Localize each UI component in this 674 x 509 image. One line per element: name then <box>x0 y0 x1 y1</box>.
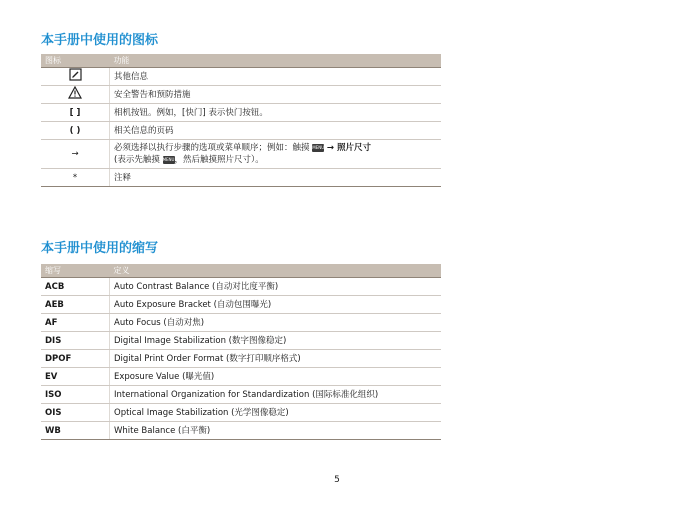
table-row <box>41 122 441 140</box>
abbr-cell: ISO <box>41 386 110 404</box>
table-row <box>41 350 441 368</box>
def-cell: Auto Exposure Bracket (自动包围曝光) <box>110 296 442 314</box>
abbr-table <box>41 264 441 440</box>
warning-icon <box>68 86 82 103</box>
def-cell: Auto Focus (自动对焦) <box>110 314 442 332</box>
abbr-cell: AF <box>41 314 110 332</box>
table-row <box>41 332 441 350</box>
row-desc: 其他信息 <box>110 68 442 86</box>
header-function: 功能 <box>110 54 442 68</box>
table-row <box>41 278 441 296</box>
table-row <box>41 68 441 86</box>
table-row <box>41 86 441 104</box>
abbr-cell: EV <box>41 368 110 386</box>
row-desc-line1: 必须选择以执行步骤的选项或菜单顺序；例如：触摸 MENU → 照片尺寸 <box>114 143 372 153</box>
abbr-cell: WB <box>41 422 110 440</box>
table-row <box>41 169 441 187</box>
menu-button-icon: MENU <box>162 156 175 162</box>
abbr-cell: OIS <box>41 404 110 422</box>
header-icon: 图标 <box>41 54 110 68</box>
def-cell: White Balance (白平衡) <box>110 422 442 440</box>
row-desc-line2: (表示先触摸 MENU，然后触摸照片尺寸）。 <box>114 155 264 165</box>
header-definition: 定义 <box>110 264 442 278</box>
table-row <box>41 314 441 332</box>
bracket-symbol: [ ] <box>41 104 110 122</box>
def-cell: Auto Contrast Balance (自动对比度平衡) <box>110 278 442 296</box>
row-desc: 相关信息的页码 <box>110 122 442 140</box>
table-row <box>41 404 441 422</box>
abbr-cell: ACB <box>41 278 110 296</box>
note-icon <box>69 68 82 85</box>
menu-button-icon: MENU <box>312 144 325 150</box>
paren-symbol: ( ) <box>41 122 110 140</box>
def-cell: Exposure Value (曝光值) <box>110 368 442 386</box>
def-cell: International Organization for Standardization (国际标准化组织) <box>110 386 442 404</box>
header-abbr: 缩写 <box>41 264 110 278</box>
table-row <box>41 104 441 122</box>
table-row <box>41 296 441 314</box>
table-row <box>41 422 441 440</box>
icons-section-title: 本手册中使用的图标 <box>41 33 159 48</box>
asterisk-symbol: * <box>41 169 110 187</box>
abbr-section-title: 本手册中使用的缩写 <box>41 241 159 256</box>
table-header-row <box>41 54 441 68</box>
row-desc: 相机按钮。例如，[快门] 表示快门按钮。 <box>110 104 442 122</box>
row-desc: 安全警告和预防措施 <box>110 86 442 104</box>
icons-table <box>41 54 441 187</box>
def-cell: Optical Image Stabilization (光学图像稳定) <box>110 404 442 422</box>
table-row <box>41 368 441 386</box>
page-number: 5 <box>334 475 340 485</box>
def-cell: Digital Print Order Format (数字打印顺序格式) <box>110 350 442 368</box>
abbr-cell: DPOF <box>41 350 110 368</box>
table-row <box>41 386 441 404</box>
abbr-cell: AEB <box>41 296 110 314</box>
row-desc: 注释 <box>110 169 442 187</box>
table-header-row <box>41 264 441 278</box>
def-cell: Digital Image Stabilization (数字图像稳定) <box>110 332 442 350</box>
abbr-cell: DIS <box>41 332 110 350</box>
arrow-symbol: → <box>41 140 110 169</box>
table-row <box>41 140 441 169</box>
